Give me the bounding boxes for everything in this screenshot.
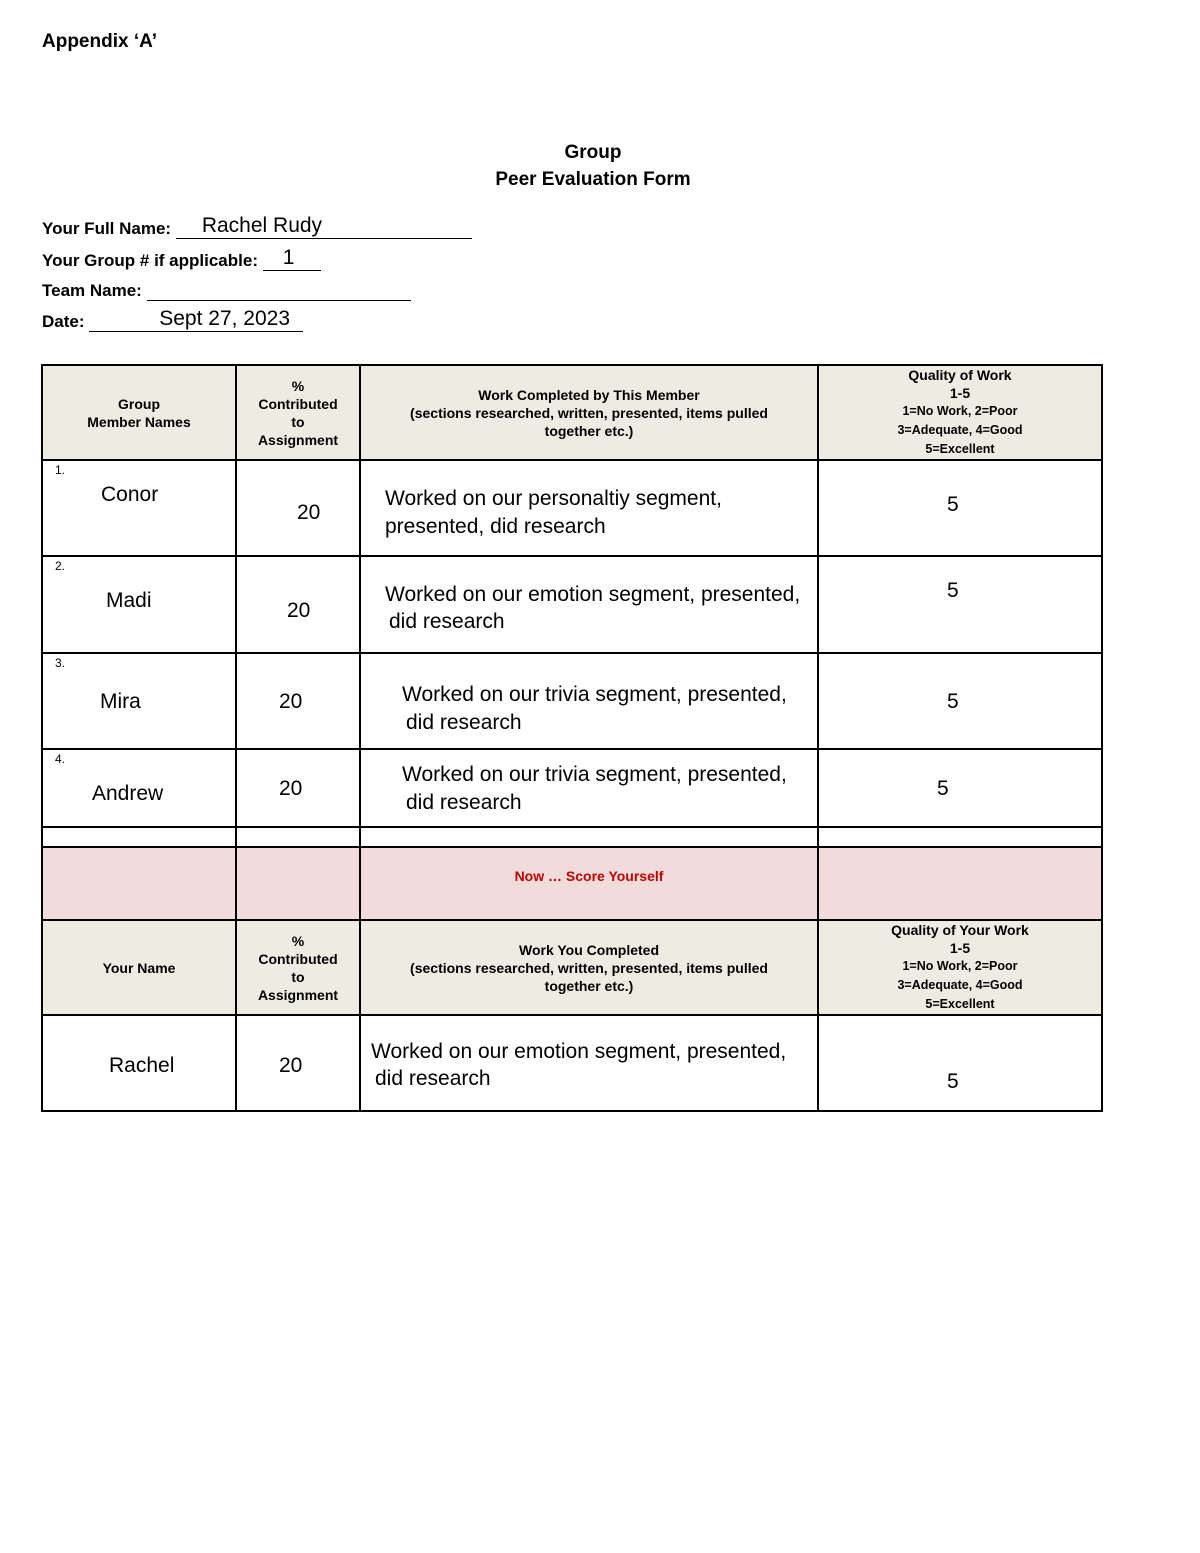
- group-number-field: [42, 246, 321, 271]
- group-number-label: Your Group # if applicable:: [42, 251, 258, 270]
- date-label: Date:: [42, 312, 85, 331]
- self-quality-value: 5: [947, 1070, 959, 1093]
- row-number: 3.: [55, 656, 66, 670]
- group-number-value: 1: [282, 246, 295, 269]
- full-name-value: Rachel Rudy: [201, 214, 323, 237]
- work-line-1: Worked on our trivia segment, presented,: [402, 683, 787, 706]
- self-work-line-1: Worked on our emotion segment, presented,: [371, 1040, 787, 1063]
- work-line-1: Worked on our emotion segment, presented,: [385, 583, 801, 606]
- work-cell[interactable]: [360, 749, 818, 827]
- empty-cell: [42, 827, 236, 847]
- work-line-2: did research: [406, 711, 522, 734]
- table-row: [42, 653, 1102, 749]
- form-title: Peer Evaluation Form: [495, 169, 691, 190]
- percent-cell[interactable]: [236, 653, 360, 749]
- full-name-input[interactable]: [176, 214, 472, 239]
- header-percent-contributed: % Contributed to Assignment: [236, 365, 360, 460]
- header-quality-title: Quality of Work: [908, 367, 1012, 383]
- work-line-2: did research: [389, 610, 505, 633]
- row-number: 2.: [55, 559, 66, 573]
- header-self-quality-range: 1-5: [949, 940, 971, 956]
- percent-cell[interactable]: [236, 460, 360, 556]
- header-quality-scale-1: 1=No Work, 2=Poor: [902, 404, 1018, 418]
- header-self-quality: [818, 920, 1102, 1015]
- member-name: Mira: [100, 690, 141, 713]
- row-number: 4.: [55, 752, 66, 766]
- table-header-row: [42, 365, 1102, 460]
- work-line-2: did research: [406, 791, 522, 814]
- empty-cell: [360, 827, 818, 847]
- table-row: [42, 556, 1102, 653]
- header-self-quality-scale-2: 3=Adequate, 4=Good: [897, 978, 1023, 992]
- self-name: Rachel: [109, 1054, 175, 1077]
- table-row: [42, 460, 1102, 556]
- empty-cell: [236, 827, 360, 847]
- work-line-2: presented, did research: [385, 515, 606, 538]
- quality-value: 5: [947, 690, 959, 713]
- quality-cell[interactable]: [818, 749, 1102, 827]
- empty-cell: [236, 847, 360, 920]
- work-cell[interactable]: [360, 556, 818, 653]
- score-yourself-label: Now … Score Yourself: [360, 847, 818, 920]
- empty-cell: [42, 847, 236, 920]
- header-self-quality-title: Quality of Your Work: [891, 922, 1029, 938]
- header-self-work: [360, 920, 818, 1015]
- self-name-cell[interactable]: [42, 1015, 236, 1111]
- empty-cell: [818, 847, 1102, 920]
- date-input[interactable]: [89, 307, 303, 332]
- table-row: [42, 749, 1102, 827]
- header-quality-scale-3: 5=Excellent: [925, 442, 995, 456]
- empty-row: [42, 827, 1102, 847]
- header-self-work-title: Work You Completed: [518, 941, 659, 958]
- percent-value: 20: [279, 690, 303, 713]
- quality-cell[interactable]: [818, 653, 1102, 749]
- self-header-row: [42, 920, 1102, 1015]
- quality-value: 5: [937, 777, 949, 800]
- form-title-group: Group: [564, 142, 622, 163]
- header-your-name: Your Name: [42, 920, 236, 1015]
- member-name-cell[interactable]: [42, 460, 236, 556]
- percent-value: 20: [297, 501, 321, 524]
- member-name: Madi: [106, 589, 152, 612]
- header-self-percent: % Contributed to Assignment: [236, 920, 360, 1015]
- header-work-subtitle: (sections researched, written, presented, items pulled together etc.): [410, 404, 768, 439]
- member-name: Conor: [101, 483, 159, 506]
- member-name: Andrew: [92, 782, 164, 805]
- header-work-completed: [360, 365, 818, 460]
- member-name-cell[interactable]: [42, 556, 236, 653]
- work-line-1: Worked on our trivia segment, presented,: [402, 763, 787, 786]
- team-name-label: Team Name:: [42, 281, 142, 300]
- group-number-input[interactable]: [263, 246, 321, 271]
- appendix-label: Appendix ‘A’: [42, 31, 158, 52]
- header-self-work-subtitle: (sections researched, written, presented, items pulled together etc.): [410, 959, 768, 994]
- team-name-field: [42, 280, 411, 301]
- team-name-input[interactable]: [147, 280, 411, 301]
- member-name-cell[interactable]: [42, 749, 236, 827]
- date-field: [42, 307, 303, 332]
- work-cell[interactable]: [360, 653, 818, 749]
- self-work-line-2: did research: [375, 1067, 491, 1090]
- self-row: [42, 1015, 1102, 1111]
- header-member-names: Group Member Names: [42, 365, 236, 460]
- score-yourself-row: [42, 847, 1102, 920]
- header-self-quality-scale-3: 5=Excellent: [925, 997, 995, 1011]
- self-quality-cell[interactable]: [818, 1015, 1102, 1111]
- percent-cell[interactable]: [236, 749, 360, 827]
- work-line-1: Worked on our personaltiy segment,: [385, 487, 722, 510]
- peer-evaluation-table: [41, 364, 1103, 1112]
- header-quality-scale-2: 3=Adequate, 4=Good: [897, 423, 1023, 437]
- date-value: Sept 27, 2023: [159, 307, 291, 330]
- self-percent-value: 20: [279, 1054, 303, 1077]
- quality-value: 5: [947, 493, 959, 516]
- percent-cell[interactable]: [236, 556, 360, 653]
- percent-value: 20: [287, 599, 311, 622]
- member-name-cell[interactable]: [42, 653, 236, 749]
- full-name-field: [42, 214, 472, 239]
- header-quality: [818, 365, 1102, 460]
- quality-cell[interactable]: [818, 460, 1102, 556]
- quality-value: 5: [947, 579, 959, 602]
- quality-cell[interactable]: [818, 556, 1102, 653]
- full-name-label: Your Full Name:: [42, 219, 172, 238]
- header-quality-range: 1-5: [949, 385, 971, 401]
- header-self-quality-scale-1: 1=No Work, 2=Poor: [902, 959, 1018, 973]
- work-cell[interactable]: [360, 460, 818, 556]
- header-work-title: Work Completed by This Member: [478, 386, 700, 403]
- percent-value: 20: [279, 777, 303, 800]
- self-percent-cell[interactable]: [236, 1015, 360, 1111]
- row-number: 1.: [55, 463, 66, 477]
- self-work-cell[interactable]: [360, 1015, 818, 1111]
- empty-cell: [818, 827, 1102, 847]
